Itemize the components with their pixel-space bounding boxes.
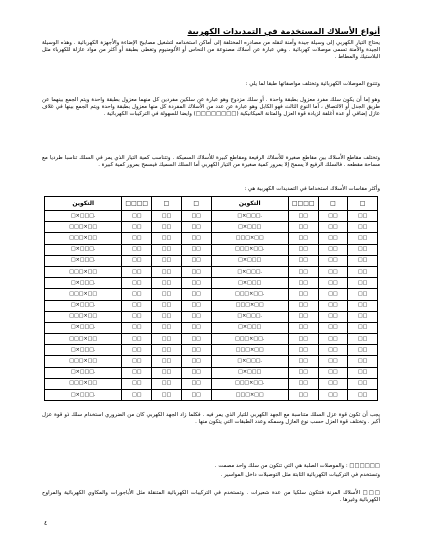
- table-cell: □□: [318, 311, 348, 322]
- table-cell: □□: [318, 390, 348, 401]
- table-cell: □□: [181, 311, 211, 322]
- table-cell: □□: [318, 367, 348, 378]
- table-cell: □□: [152, 322, 182, 333]
- table-header-cell: □: [318, 197, 348, 211]
- table-cell: □□□×□: [211, 278, 288, 289]
- table-row: [45, 378, 378, 389]
- table-cell: □□: [348, 211, 378, 222]
- table-cell: □□: [122, 367, 152, 378]
- table-cell: □□□×□: [211, 255, 288, 266]
- table-cell: □□: [181, 345, 211, 356]
- table-row: [45, 211, 378, 222]
- table-cell: □□□×□: [211, 322, 288, 333]
- table-cell: □□: [181, 367, 211, 378]
- table-row: [45, 356, 378, 367]
- table-cell: .□□□×□: [45, 244, 122, 255]
- intro-paragraph: يحتاج التيار الكهربي إلى وسيلة جيدة وآمنة لنقله من مصادره المختلفة إلى أماكن استخدامه لتشغيل مصابيح الإضاءة والأجهزة الكهربائية . وهذه الوسيلة الجيدة والآمنة تسمى موصلات كهربائية . وهي عبارة عن أسلاك مصنوعة من النحاس أو الألومنيوم وتغطى بطبقة أو أكثر من مواد عازلة للكهرباء مثل البلاستيك والمطاط .: [42, 40, 380, 61]
- table-cell: □□: [152, 390, 182, 401]
- table-cell: □□×□□□: [45, 222, 122, 233]
- table-cell: □□: [348, 356, 378, 367]
- table-cell: □□: [318, 345, 348, 356]
- table-cell: □□: [122, 255, 152, 266]
- table-cell: .□□□×□: [211, 311, 288, 322]
- table-cell: □□×□□□: [45, 266, 122, 277]
- table-cell: □□: [152, 345, 182, 356]
- table-cell: □□: [122, 390, 152, 401]
- table-cell: □□: [152, 278, 182, 289]
- table-cell: □□: [122, 233, 152, 244]
- table-cell: □□: [122, 300, 152, 311]
- solid-conductors-paragraph: □□□□□□ : والموصلات الصلبة هي التي تتكون من سلك واحد مصمت .: [214, 463, 380, 469]
- table-cell: □□×□□□: [211, 390, 288, 401]
- table-cell: □□: [348, 378, 378, 389]
- table-row: [45, 244, 378, 255]
- table-cell: □□□×□: [211, 222, 288, 233]
- table-cell: □□: [318, 255, 348, 266]
- table-cell: □□: [318, 266, 348, 277]
- table-cell: □□: [152, 334, 182, 345]
- common-sizes-paragraph: وأكثر مقاسات الأسلاك استخداما في التمديدات الكهربية هي :: [244, 186, 380, 192]
- table-cell: □□: [288, 300, 318, 311]
- table-header-row: [45, 197, 378, 211]
- table-cell: □□: [318, 322, 348, 333]
- table-cell: □□: [318, 233, 348, 244]
- table-cell: □□: [348, 266, 378, 277]
- table-header-cell: □: [181, 197, 211, 211]
- table-cell: □□: [288, 222, 318, 233]
- table-cell: □□: [122, 378, 152, 389]
- table-cell: □□×□□□: [45, 233, 122, 244]
- table-cell: □□: [318, 211, 348, 222]
- table-cell: □□: [181, 278, 211, 289]
- table-cell: □□: [348, 255, 378, 266]
- table-cell: □□: [348, 278, 378, 289]
- flexible-wires-paragraph: □□□ الأسلاك المرنة فتتكون سلكيا من عدة شعيرات . وتستخدم في التركيبات الكهربائية المتنقلة مثل الأباجورات والمكاوي الكهربائية والمراوح الكهربائية وغيرها .: [42, 490, 380, 504]
- table-cell: □□: [122, 211, 152, 222]
- table-row: [45, 322, 378, 333]
- table-cell: □□×□□□: [45, 356, 122, 367]
- table-cell: □□: [348, 345, 378, 356]
- table-cell: □□: [122, 289, 152, 300]
- table-cell: □□: [288, 322, 318, 333]
- table-cell: □□: [181, 390, 211, 401]
- table-cell: □□×□□□: [211, 300, 288, 311]
- table-cell: □□: [318, 289, 348, 300]
- table-cell: □□: [348, 322, 378, 333]
- table-cell: □□: [181, 300, 211, 311]
- table-cell: □□: [318, 300, 348, 311]
- table-cell: □□: [318, 356, 348, 367]
- table-row: [45, 390, 378, 401]
- types-intro-paragraph: وتتنوع الموصلات الكهربائية وتختلف مواصفاتها طبقا لما يلي :: [245, 81, 380, 87]
- table-cell: □□: [122, 334, 152, 345]
- table-header-cell: □: [152, 197, 182, 211]
- table-cell: □□: [122, 311, 152, 322]
- table-cell: □□: [122, 244, 152, 255]
- table-cell: □□: [152, 289, 182, 300]
- table-cell: □□: [152, 222, 182, 233]
- table-cell: .□□□×□: [45, 367, 122, 378]
- table-cell: □□: [181, 378, 211, 389]
- table-header-composition: التكوين: [211, 197, 288, 211]
- table-cell: .□□□×□: [45, 322, 122, 333]
- table-cell: □□×□□□: [211, 233, 288, 244]
- table-cell: □□: [288, 311, 318, 322]
- table-cell: □□: [122, 322, 152, 333]
- table-row: [45, 278, 378, 289]
- cross-section-paragraph: وتختلف مقاطع الأسلاك بين مقاطع صغيرة للأسلاك الرفيعة ومقاطع كبيرة للأسلاك السميكة . وتتناسب كمية التيار الذي يمر في السلك تناسبا طرديا مع مساحة مقطعه . فالسلك الرفيع لا يسمح إلا بمرور كمية صغيرة من التيار الكهربي أما السلك السميك فيسمح بمرور كمية كبيرة .: [42, 155, 380, 169]
- table-cell: □□: [181, 334, 211, 345]
- table-row: [45, 334, 378, 345]
- table-row: [45, 233, 378, 244]
- insulation-paragraph: يجب أن تكون قوة عزل السلك متناسبة مع الجهد الكهربي للتيار الذي يمر فيه . فكلما زاد الجهد الكهربي كان من الضروري استخدام سلك ذو قوة عزل أكبر . وتختلف قوة العزل حسب نوع العازل وسمكه وعدد الطبقات التي يتكون منها .: [42, 412, 380, 426]
- table-cell: □□□×□: [211, 367, 288, 378]
- table-cell: □□: [122, 345, 152, 356]
- table-header-cell: □□□□: [122, 197, 152, 211]
- table-cell: □□: [318, 278, 348, 289]
- table-cell: □□: [152, 233, 182, 244]
- table-cell: .□□□×□: [45, 211, 122, 222]
- table-cell: □□: [288, 356, 318, 367]
- table-cell: □□: [181, 266, 211, 277]
- page-number: ٤: [44, 520, 48, 527]
- table-cell: □□: [288, 266, 318, 277]
- table-cell: □□: [318, 222, 348, 233]
- table-cell: □□: [181, 222, 211, 233]
- table-cell: □□: [152, 367, 182, 378]
- table-row: [45, 222, 378, 233]
- table-cell: .□□□×□: [45, 390, 122, 401]
- table-cell: □□: [181, 289, 211, 300]
- table-cell: □□×□□□: [45, 289, 122, 300]
- table-row: [45, 255, 378, 266]
- table-cell: □□×□□□: [45, 334, 122, 345]
- table-cell: □□: [288, 334, 318, 345]
- table-cell: □□: [288, 378, 318, 389]
- table-cell: .□□×□□□: [211, 244, 288, 255]
- table-cell: □□: [152, 356, 182, 367]
- table-cell: □□: [152, 211, 182, 222]
- table-cell: □□: [348, 367, 378, 378]
- table-cell: □□: [288, 289, 318, 300]
- table-cell: □□: [348, 244, 378, 255]
- table-cell: □□: [318, 378, 348, 389]
- table-cell: □□: [288, 233, 318, 244]
- table-row: [45, 289, 378, 300]
- table-cell: □□×□□□: [211, 345, 288, 356]
- table-header-cell: □□□□: [288, 197, 318, 211]
- table-cell: .□□×□□□: [211, 334, 288, 345]
- table-cell: .□□□×□: [45, 300, 122, 311]
- table-cell: □□: [288, 211, 318, 222]
- solid-usage-paragraph: وتستخدم في التركيبات الكهربائية الثابتة مثل التوصيلات داخل المواسير .: [220, 472, 380, 478]
- table-cell: □□: [122, 222, 152, 233]
- table-header-composition: التكوين: [45, 197, 122, 211]
- table-cell: □□: [122, 356, 152, 367]
- table-cell: □□: [348, 334, 378, 345]
- table-cell: □□: [288, 278, 318, 289]
- table-cell: .□□□×□: [211, 266, 288, 277]
- table-cell: □□: [181, 244, 211, 255]
- table-cell: □□×□□□: [45, 378, 122, 389]
- table-row: [45, 367, 378, 378]
- table-cell: .□□□×□: [211, 356, 288, 367]
- table-cell: □□: [181, 255, 211, 266]
- table-cell: □□: [152, 266, 182, 277]
- table-cell: □□: [152, 300, 182, 311]
- table-cell: □□×□□□: [45, 311, 122, 322]
- table-cell: □□: [288, 367, 318, 378]
- table-cell: .□□□×□: [211, 211, 288, 222]
- table-cell: □□: [152, 255, 182, 266]
- table-header-cell: □: [348, 197, 378, 211]
- table-cell: □□: [288, 244, 318, 255]
- table-cell: □□: [152, 311, 182, 322]
- table-cell: □□: [288, 345, 318, 356]
- table-cell: □□: [288, 255, 318, 266]
- table-cell: □□: [181, 233, 211, 244]
- document-title: أنواع الأسلاك المستخدمة في التمديدات الكهربية: [187, 26, 380, 36]
- table-row: [45, 300, 378, 311]
- table-cell: .□□□×□: [45, 345, 122, 356]
- table-cell: □□: [348, 300, 378, 311]
- table-cell: .□□×□□□: [211, 289, 288, 300]
- table-cell: .□□×□□□: [211, 378, 288, 389]
- table-cell: .□□□×□: [45, 278, 122, 289]
- table-cell: □□: [152, 378, 182, 389]
- table-cell: □□: [348, 311, 378, 322]
- table-cell: □□: [122, 278, 152, 289]
- table-cell: □□: [348, 289, 378, 300]
- table-row: [45, 311, 378, 322]
- table-cell: □□: [318, 334, 348, 345]
- wire-types-paragraph: وهو إما أن يكون سلك مفرد معزول بطبقة واحدة . أو سلك مزدوج وهو عبارة عن سلكين مفردين كل منهما معزول بطبقة واحدة ويتم الجمع بينهما عن طريق الجدل أو الالتصاق ، أما النوع الثالث فهو الكابل وهو عبارة عن عدد من الأسلاك المفردة كل منها معزول بطبقة واحدة ويتم الجمع بينها في غلاف عازل إضافي أو عدة أغلفة لزيادة قوة العزل والمتانة الميكانيكية (□□□□□□□□) وايضا للسهولة في التركيبات الكهربائية .: [42, 97, 380, 118]
- table-cell: □□: [348, 390, 378, 401]
- table-cell: □□: [181, 211, 211, 222]
- table-cell: □□: [181, 356, 211, 367]
- table-cell: □□: [288, 390, 318, 401]
- wire-sizes-table: [44, 196, 378, 401]
- table-row: [45, 345, 378, 356]
- table-cell: □□: [181, 322, 211, 333]
- table-cell: □□: [122, 266, 152, 277]
- table-row: [45, 266, 378, 277]
- table-cell: □□: [152, 244, 182, 255]
- table-cell: □□: [348, 233, 378, 244]
- table-cell: □□: [318, 244, 348, 255]
- table-cell: □□: [348, 222, 378, 233]
- table-cell: .□□□×□: [45, 255, 122, 266]
